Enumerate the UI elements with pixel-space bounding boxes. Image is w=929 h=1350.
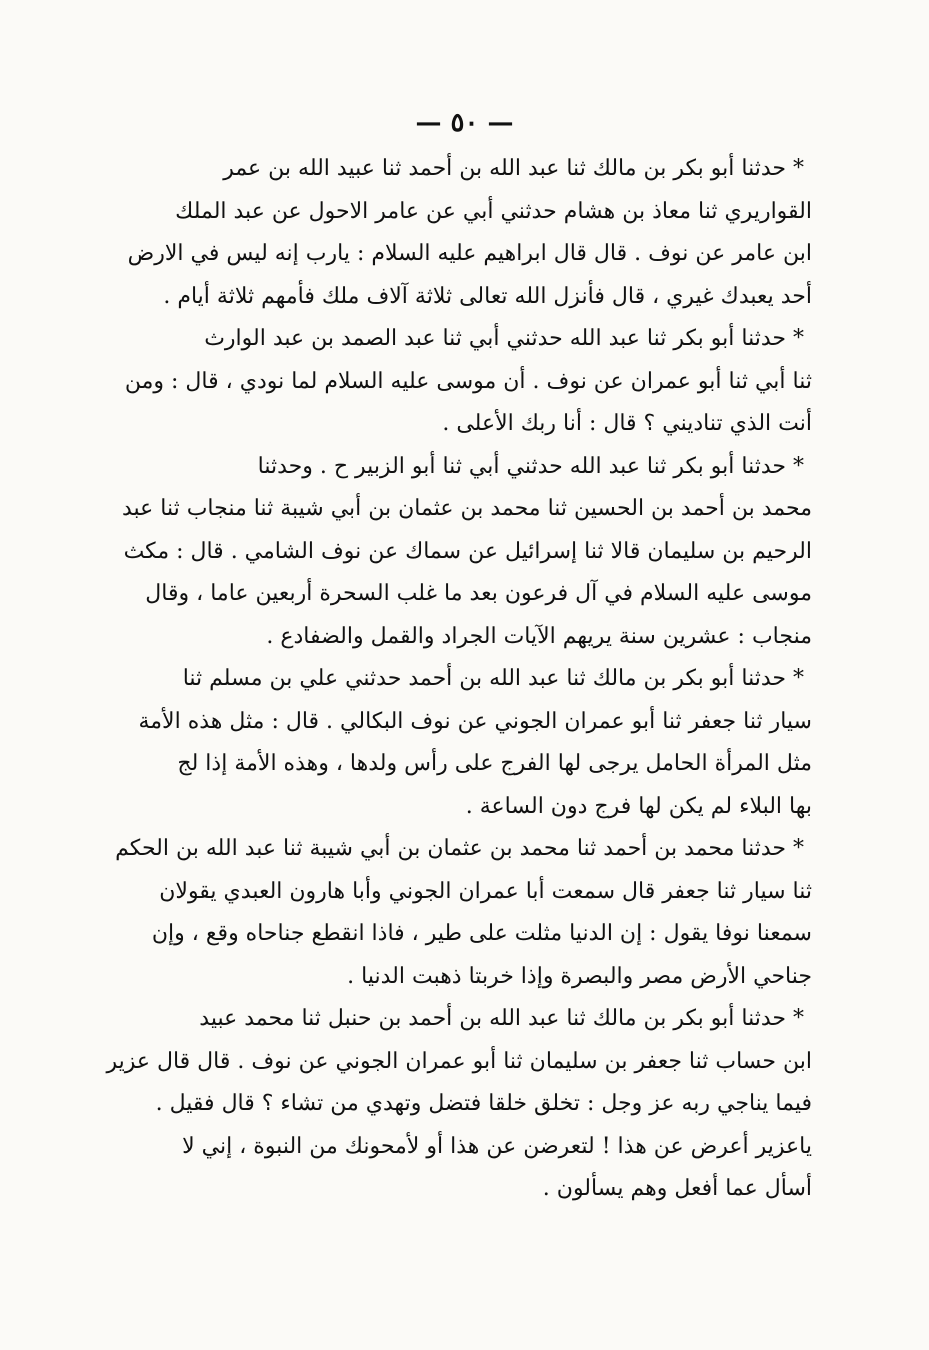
- text-line: الرحيم بن سليمان قالا ثنا إسرائيل عن سماك عن نوف الشامي . قال : مكث: [123, 538, 812, 564]
- text-line: القواريري ثنا معاذ بن هشام حدثني أبي عن عامر الاحول عن عبد الملك: [175, 198, 812, 224]
- hadith-paragraph-2: [100, 318, 812, 446]
- text-line: سيار ثنا جعفر ثنا أبو عمران الجوني عن نوف البكالي . قال : مثل هذه الأمة: [138, 708, 812, 734]
- text-line: * حدثنا أبو بكر ثنا عبد الله حدثني أبي ثنا أبو الزبير ح . وحدثنا: [257, 453, 804, 479]
- hadith-paragraph-6: [100, 998, 812, 1211]
- text-line: موسى عليه السلام في آل فرعون بعد ما غلب السحرة أربعين عاما ، وقال: [145, 581, 812, 606]
- text-line: ابن حساب ثنا جعفر بن سليمان ثنا أبو عمران الجوني عن نوف . قال قال عزير: [106, 1048, 812, 1074]
- text-line: ياعزير أعرض عن هذا ! لتعرضن عن هذا أو لأمحونك من النبوة ، إني لا: [182, 1133, 812, 1159]
- text-line: * حدثنا أبو بكر ثنا عبد الله حدثني أبي ثنا عبد الصمد بن عبد الوارث: [204, 326, 804, 351]
- text-line: أنت الذي تناديني ؟ قال : أنا ربك الأعلى .: [442, 411, 812, 436]
- text-line: أسأل عما أفعل وهم يسألون .: [542, 1176, 812, 1201]
- text-line: محمد بن أحمد بن الحسين ثنا محمد بن عثمان بن أبي شيبة ثنا منجاب ثنا عبد: [121, 496, 812, 521]
- text-line: * حدثنا أبو بكر بن مالك ثنا عبد الله بن أحمد بن حنبل ثنا محمد عبيد: [199, 1006, 804, 1031]
- text-line: أحد يعبدك غيري ، قال فأنزل الله تعالى ثلاثة آلاف ملك فأمهم ثلاثة أيام .: [163, 283, 812, 309]
- text-line: * حدثنا محمد بن أحمد ثنا محمد بن عثمان بن أبي شيبة ثنا عبد الله بن الحكم: [115, 836, 804, 861]
- text-line: بها البلاء لم يكن لها فرج دون الساعة .: [465, 793, 812, 819]
- text-line: ثنا أبي ثنا أبو عمران عن نوف . أن موسى عليه السلام لما نودي ، قال : ومن: [124, 368, 812, 394]
- text-line: فيما يناجي ربه عز وجل : تخلق خلقا فتضل وتهدي من تشاء ؟ قال فقيل .: [155, 1091, 812, 1116]
- hadith-paragraph-1: [100, 148, 812, 318]
- page-number: — ٥٠ —: [415, 108, 514, 138]
- hadith-paragraph-4: [100, 658, 812, 828]
- text-line: مثل المرأة الحامل يرجى لها الفرج على رأس ولدها ، وهذه الأمة إذا لج: [177, 751, 812, 776]
- text-line: ابن عامر عن نوف . قال قال ابراهيم عليه السلام : يارب إنه ليس في الارض: [127, 241, 812, 266]
- text-line: ثنا سيار ثنا جعفر قال سمعت أبا عمران الجوني وأبا هارون العبدي يقولان: [159, 878, 812, 904]
- text-line: جناحي الأرض مصر والبصرة وإذا خربتا ذهبت الدنيا .: [347, 963, 812, 989]
- hadith-paragraph-5: [100, 828, 812, 998]
- text-line: * حدثنا أبو بكر بن مالك ثنا عبد الله بن أحمد ثنا عبيد الله بن عمر: [223, 156, 804, 181]
- text-line: سمعنا نوفا يقول : إن الدنيا مثلت على طير ، فاذا انقطع جناحاه وقع ، وإن: [151, 921, 812, 946]
- text-line: * حدثنا أبو بكر بن مالك ثنا عبد الله بن أحمد حدثني علي بن مسلم ثنا: [182, 666, 804, 691]
- text-line: منجاب : عشرين سنة يريهم الآيات الجراد والقمل والضفادع .: [266, 623, 812, 649]
- page-body-text: [100, 148, 812, 1211]
- hadith-paragraph-3: [100, 446, 812, 659]
